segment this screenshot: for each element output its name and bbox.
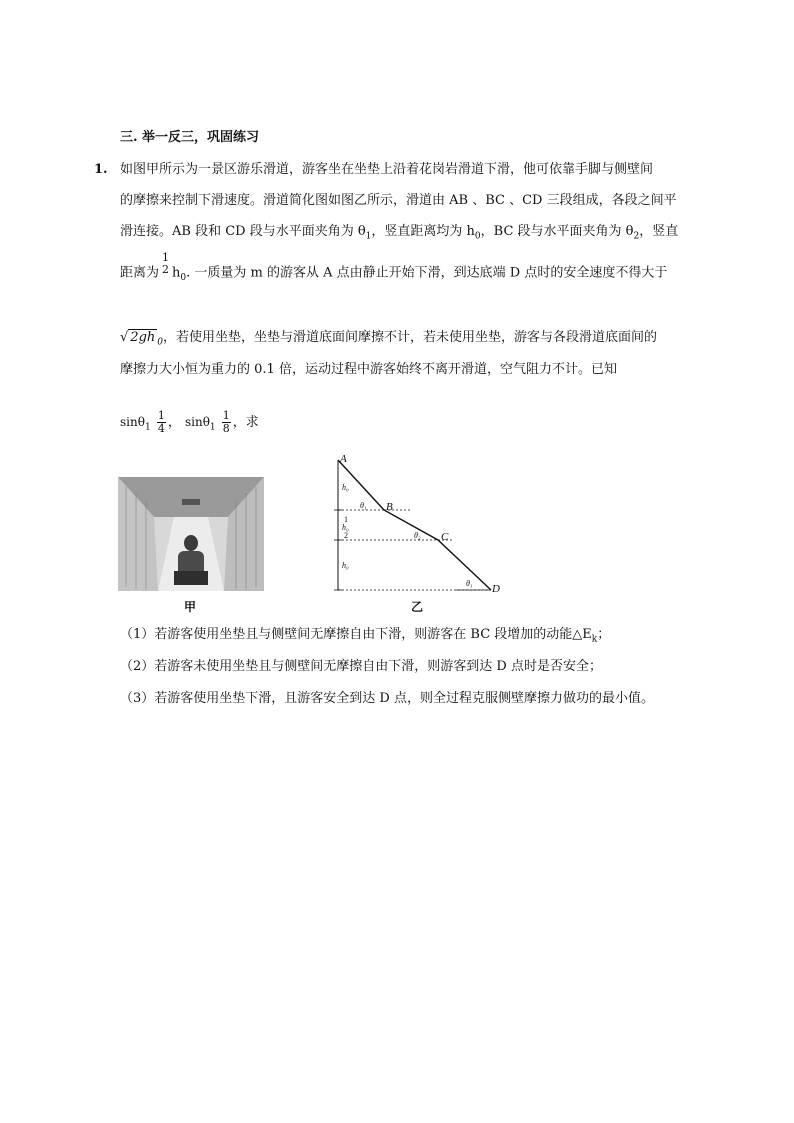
point-b-label: B bbox=[386, 501, 393, 513]
point-a-label: A bbox=[340, 453, 347, 465]
subquestion-3: （3）若游客使用坐垫下滑，且游客安全到达 D 点，则全过程克服侧壁摩擦力做功的最小值。 bbox=[120, 691, 654, 706]
question-line-5: √ 2gh $_0$，若使用坐垫，坐垫与滑道底面间摩擦不计，若未使用坐垫，游客与各段滑道底面间的 bbox=[120, 330, 657, 351]
theta2-label: θ₂ bbox=[414, 531, 421, 540]
h0-mid-label: h₀ bbox=[342, 523, 349, 532]
theta1-bot-label: θ₁ bbox=[466, 579, 473, 588]
question-line-7: sinθ$_1$ $\frac{1}{4}$ ， sinθ$_1$ $\frac{1}{8}$ ，求 bbox=[120, 409, 259, 435]
half-num-label: 1 bbox=[344, 515, 348, 524]
question-line-6: 摩擦力大小恒为重力的 0.1 倍，运动过程中游客始终不离开滑道，空气阻力不计。已知 bbox=[120, 362, 617, 377]
question-line-2: 的摩擦来控制下滑速度。滑道简化图如图乙所示，滑道由 AB 、BC 、CD 三段组成，各段之间平 bbox=[120, 193, 677, 208]
point-d-label: D bbox=[492, 583, 500, 595]
question-line-1: 如图甲所示为一景区游乐滑道，游客坐在坐垫上沿着花岗岩滑道下滑，他可依靠手脚与侧壁间 bbox=[120, 162, 654, 177]
slide-diagram bbox=[326, 450, 506, 600]
fraction-half: 1 2 bbox=[162, 251, 170, 276]
caption-yi: 乙 bbox=[411, 600, 424, 614]
slide-photo bbox=[118, 477, 264, 591]
fraction-quarter: $\frac{1}{4}$ bbox=[157, 409, 165, 435]
h0-bot-label: h₀ bbox=[342, 561, 349, 570]
point-c-label: C bbox=[441, 531, 449, 543]
half-den-label: 2 bbox=[344, 531, 348, 540]
question-line-4: 距离为 1 2 $h_0$. 一质量为 m 的游客从 A 点由静止开始下滑，到达底端 D 点时的安全速度不得大于 bbox=[120, 251, 668, 283]
h0-top-label: h₀ bbox=[342, 483, 349, 492]
caption-jia: 甲 bbox=[184, 600, 197, 614]
question-line-3: 滑连接。AB 段和 CD 段与水平面夹角为 $\theta_1$，竖直距离均为 $h_0$，BC 段与水平面夹角为 $\theta_2$，竖直 bbox=[120, 224, 679, 242]
section-heading: 三. 举一反三，巩固练习 bbox=[120, 130, 260, 145]
subquestion-1: （1）若游客使用坐垫且与侧壁间无摩擦自由下滑，则游客在 BC 段增加的动能$\triangle E_k$； bbox=[120, 627, 611, 645]
sqrt-expression: √ 2gh $_0$ bbox=[120, 330, 163, 348]
theta1-top-label: θ₁ bbox=[360, 501, 367, 510]
subquestion-2: （2）若游客未使用坐垫且与侧壁间无摩擦自由下滑，则游客到达 D 点时是否安全； bbox=[120, 659, 602, 674]
question-number: 1. bbox=[94, 162, 108, 177]
fraction-eighth: $\frac{1}{8}$ bbox=[222, 409, 230, 435]
